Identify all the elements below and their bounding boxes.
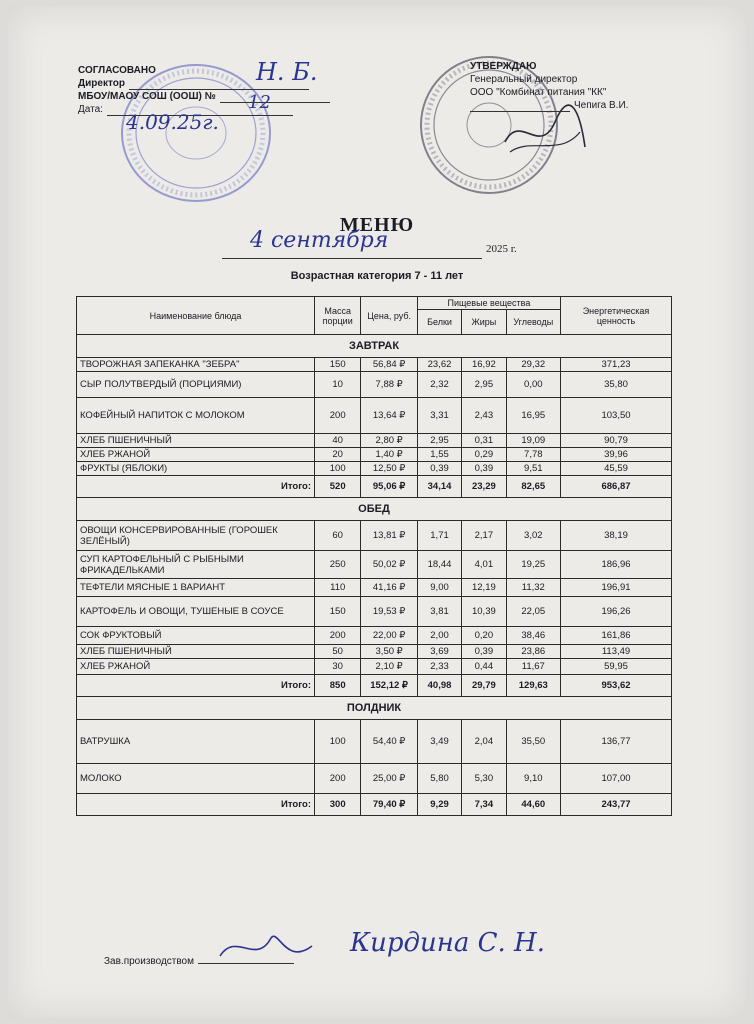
menu-title: МЕНЮ — [339, 214, 415, 236]
dish-name: ФРУКТЫ (ЯБЛОКИ) — [77, 462, 315, 476]
approval-org: ООО "Комбинат питания "КК" — [470, 87, 607, 98]
cell-fat: 0,29 — [462, 448, 506, 462]
cell-carbs: 16,95 — [506, 398, 560, 434]
cell-energy: 90,79 — [561, 434, 672, 448]
cell-protein: 18,44 — [417, 551, 461, 579]
total-energy: 243,77 — [561, 794, 672, 816]
dish-name: ХЛЕБ РЖАНОЙ — [77, 448, 315, 462]
handwritten-date: 4.09.25г. — [126, 110, 219, 134]
cell-mass: 10 — [315, 372, 361, 398]
cell-mass: 200 — [315, 627, 361, 645]
cell-price: 7,88 ₽ — [361, 372, 417, 398]
total-label: Итого: — [77, 476, 315, 498]
section-header — [77, 335, 672, 358]
cell-protein: 3,69 — [417, 645, 461, 659]
cell-protein: 9,00 — [417, 579, 461, 597]
cell-energy: 161,86 — [561, 627, 672, 645]
cell-fat: 10,39 — [462, 597, 506, 627]
cell-carbs: 0,00 — [506, 372, 560, 398]
cell-fat: 0,20 — [462, 627, 506, 645]
cell-price: 54,40 ₽ — [361, 720, 417, 764]
cell-mass: 150 — [315, 358, 361, 372]
cell-energy: 38,19 — [561, 521, 672, 551]
cell-fat: 2,17 — [462, 521, 506, 551]
cell-carbs: 7,78 — [506, 448, 560, 462]
approval-signer: Чепига В.И. — [574, 100, 629, 111]
cell-fat: 0,31 — [462, 434, 506, 448]
table-row — [77, 627, 672, 645]
cell-carbs: 38,46 — [506, 627, 560, 645]
cell-price: 22,00 ₽ — [361, 627, 417, 645]
table-row — [77, 659, 672, 675]
cell-energy: 39,96 — [561, 448, 672, 462]
cell-protein: 0,39 — [417, 462, 461, 476]
table-row — [77, 764, 672, 794]
cell-price: 12,50 ₽ — [361, 462, 417, 476]
cell-fat: 2,95 — [462, 372, 506, 398]
header-carbs: Углеводы — [506, 310, 560, 335]
dish-name: ОВОЩИ КОНСЕРВИРОВАННЫЕ (ГОРОШЕК ЗЕЛЁНЫЙ) — [77, 521, 315, 551]
cell-mass: 50 — [315, 645, 361, 659]
total-energy: 953,62 — [561, 675, 672, 697]
cell-price: 13,64 ₽ — [361, 398, 417, 434]
handwritten-menu-date: 4 сентября — [250, 228, 389, 253]
cell-energy: 196,91 — [561, 579, 672, 597]
cell-protein: 1,71 — [417, 521, 461, 551]
total-fat: 29,79 — [462, 675, 506, 697]
approval-role: Генеральный директор — [470, 74, 578, 85]
total-protein: 34,14 — [417, 476, 461, 498]
cell-fat: 5,30 — [462, 764, 506, 794]
cell-energy: 45,59 — [561, 462, 672, 476]
cell-mass: 200 — [315, 398, 361, 434]
cell-protein: 2,32 — [417, 372, 461, 398]
cell-energy: 196,26 — [561, 597, 672, 627]
table-row — [77, 358, 672, 372]
cell-energy: 59,95 — [561, 659, 672, 675]
cell-mass: 250 — [315, 551, 361, 579]
table-row — [77, 579, 672, 597]
handwritten-school-number: 12 — [248, 92, 271, 113]
header-name: Наименование блюда — [77, 297, 315, 335]
cell-fat: 0,44 — [462, 659, 506, 675]
cell-carbs: 19,25 — [506, 551, 560, 579]
cell-price: 25,00 ₽ — [361, 764, 417, 794]
total-fat: 23,29 — [462, 476, 506, 498]
cell-protein: 23,62 — [417, 358, 461, 372]
cell-carbs: 9,51 — [506, 462, 560, 476]
menu-year: 2025 г. — [486, 243, 517, 255]
total-row — [77, 675, 672, 697]
cell-carbs: 35,50 — [506, 720, 560, 764]
total-fat: 7,34 — [462, 794, 506, 816]
cell-price: 19,53 ₽ — [361, 597, 417, 627]
total-row — [77, 794, 672, 816]
total-mass: 850 — [315, 675, 361, 697]
section-header — [77, 498, 672, 521]
header-fat: Жиры — [462, 310, 506, 335]
cell-mass: 60 — [315, 521, 361, 551]
cell-protein: 1,55 — [417, 448, 461, 462]
cell-price: 13,81 ₽ — [361, 521, 417, 551]
cell-price: 1,40 ₽ — [361, 448, 417, 462]
cell-energy: 186,96 — [561, 551, 672, 579]
dish-name: ТЕФТЕЛИ МЯСНЫЕ 1 ВАРИАНТ — [77, 579, 315, 597]
handwritten-signature-left: Н. Б. — [256, 58, 318, 86]
section-header — [77, 697, 672, 720]
menu-table — [76, 296, 672, 816]
dish-name: СУП КАРТОФЕЛЬНЫЙ С РЫБНЫМИ ФРИКАДЕЛЬКАМИ — [77, 551, 315, 579]
cell-energy: 103,50 — [561, 398, 672, 434]
cell-energy: 107,00 — [561, 764, 672, 794]
total-price: 95,06 ₽ — [361, 476, 417, 498]
cell-mass: 30 — [315, 659, 361, 675]
cell-carbs: 11,67 — [506, 659, 560, 675]
cell-mass: 40 — [315, 434, 361, 448]
cell-protein: 2,33 — [417, 659, 461, 675]
section-title: ЗАВТРАК — [77, 335, 672, 358]
cell-protein: 5,80 — [417, 764, 461, 794]
table-row — [77, 551, 672, 579]
approval-date-label: Дата: — [78, 104, 103, 115]
dish-name: СЫР ПОЛУТВЕРДЫЙ (ПОРЦИЯМИ) — [77, 372, 315, 398]
cell-price: 2,80 ₽ — [361, 434, 417, 448]
cell-protein: 3,49 — [417, 720, 461, 764]
cell-energy: 35,80 — [561, 372, 672, 398]
age-category: Возрастная категория 7 - 11 лет — [290, 270, 464, 282]
header-nutrients: Пищевые вещества — [417, 297, 560, 310]
cell-fat: 16,92 — [462, 358, 506, 372]
cell-fat: 0,39 — [462, 462, 506, 476]
cell-protein: 2,95 — [417, 434, 461, 448]
cell-energy: 113,49 — [561, 645, 672, 659]
cell-carbs: 29,32 — [506, 358, 560, 372]
approval-role: Директор — [78, 78, 125, 89]
dish-name: КАРТОФЕЛЬ И ОВОЩИ, ТУШЕНЫЕ В СОУСЕ — [77, 597, 315, 627]
total-price: 79,40 ₽ — [361, 794, 417, 816]
table-row — [77, 521, 672, 551]
cell-mass: 200 — [315, 764, 361, 794]
table-row — [77, 462, 672, 476]
cell-carbs: 11,32 — [506, 579, 560, 597]
total-carbs: 44,60 — [506, 794, 560, 816]
footer-signature-scribble — [216, 926, 316, 970]
approval-org: МБОУ/МАОУ СОШ (ООШ) № — [78, 91, 216, 102]
total-carbs: 82,65 — [506, 476, 560, 498]
header-protein: Белки — [417, 310, 461, 335]
cell-price: 2,10 ₽ — [361, 659, 417, 675]
cell-price: 3,50 ₽ — [361, 645, 417, 659]
total-row — [77, 476, 672, 498]
section-title: ОБЕД — [77, 498, 672, 521]
dish-name: СОК ФРУКТОВЫЙ — [77, 627, 315, 645]
table-row — [77, 372, 672, 398]
table-row — [77, 398, 672, 434]
cell-price: 56,84 ₽ — [361, 358, 417, 372]
cell-protein: 3,81 — [417, 597, 461, 627]
cell-carbs: 19,09 — [506, 434, 560, 448]
signature-scribble-right — [500, 102, 590, 162]
cell-mass: 110 — [315, 579, 361, 597]
cell-carbs: 3,02 — [506, 521, 560, 551]
cell-price: 50,02 ₽ — [361, 551, 417, 579]
footer-label: Зав.производством — [104, 956, 194, 967]
cell-carbs: 9,10 — [506, 764, 560, 794]
dish-name: ХЛЕБ ПШЕНИЧНЫЙ — [77, 645, 315, 659]
total-energy: 686,87 — [561, 476, 672, 498]
dish-name: ВАТРУШКА — [77, 720, 315, 764]
cell-fat: 0,39 — [462, 645, 506, 659]
approval-heading: УТВЕРЖДАЮ — [470, 61, 537, 72]
table-row — [77, 597, 672, 627]
header-price: Цена, руб. — [361, 297, 417, 335]
dish-name: МОЛОКО — [77, 764, 315, 794]
total-mass: 300 — [315, 794, 361, 816]
cell-fat: 2,43 — [462, 398, 506, 434]
table-row — [77, 645, 672, 659]
handwritten-footer-signature: Кирдина С. Н. — [350, 928, 545, 958]
approval-heading: СОГЛАСОВАНО — [78, 65, 156, 76]
total-carbs: 129,63 — [506, 675, 560, 697]
cell-fat: 12,19 — [462, 579, 506, 597]
cell-protein: 2,00 — [417, 627, 461, 645]
cell-fat: 2,04 — [462, 720, 506, 764]
header-mass: Масса порции — [315, 297, 361, 335]
cell-mass: 150 — [315, 597, 361, 627]
total-protein: 9,29 — [417, 794, 461, 816]
cell-fat: 4,01 — [462, 551, 506, 579]
total-mass: 520 — [315, 476, 361, 498]
table-row — [77, 720, 672, 764]
dish-name: ХЛЕБ ПШЕНИЧНЫЙ — [77, 434, 315, 448]
cell-energy: 136,77 — [561, 720, 672, 764]
total-protein: 40,98 — [417, 675, 461, 697]
cell-mass: 100 — [315, 720, 361, 764]
table-row — [77, 448, 672, 462]
section-title: ПОЛДНИК — [77, 697, 672, 720]
total-label: Итого: — [77, 794, 315, 816]
total-price: 152,12 ₽ — [361, 675, 417, 697]
cell-energy: 371,23 — [561, 358, 672, 372]
cell-price: 41,16 ₽ — [361, 579, 417, 597]
cell-protein: 3,31 — [417, 398, 461, 434]
cell-carbs: 22,05 — [506, 597, 560, 627]
cell-mass: 100 — [315, 462, 361, 476]
table-row — [77, 434, 672, 448]
dish-name: ТВОРОЖНАЯ ЗАПЕКАНКА "ЗЕБРА" — [77, 358, 315, 372]
total-label: Итого: — [77, 675, 315, 697]
cell-carbs: 23,86 — [506, 645, 560, 659]
dish-name: КОФЕЙНЫЙ НАПИТОК С МОЛОКОМ — [77, 398, 315, 434]
cell-mass: 20 — [315, 448, 361, 462]
dish-name: ХЛЕБ РЖАНОЙ — [77, 659, 315, 675]
header-energy: Энергетическая ценность — [561, 297, 672, 335]
